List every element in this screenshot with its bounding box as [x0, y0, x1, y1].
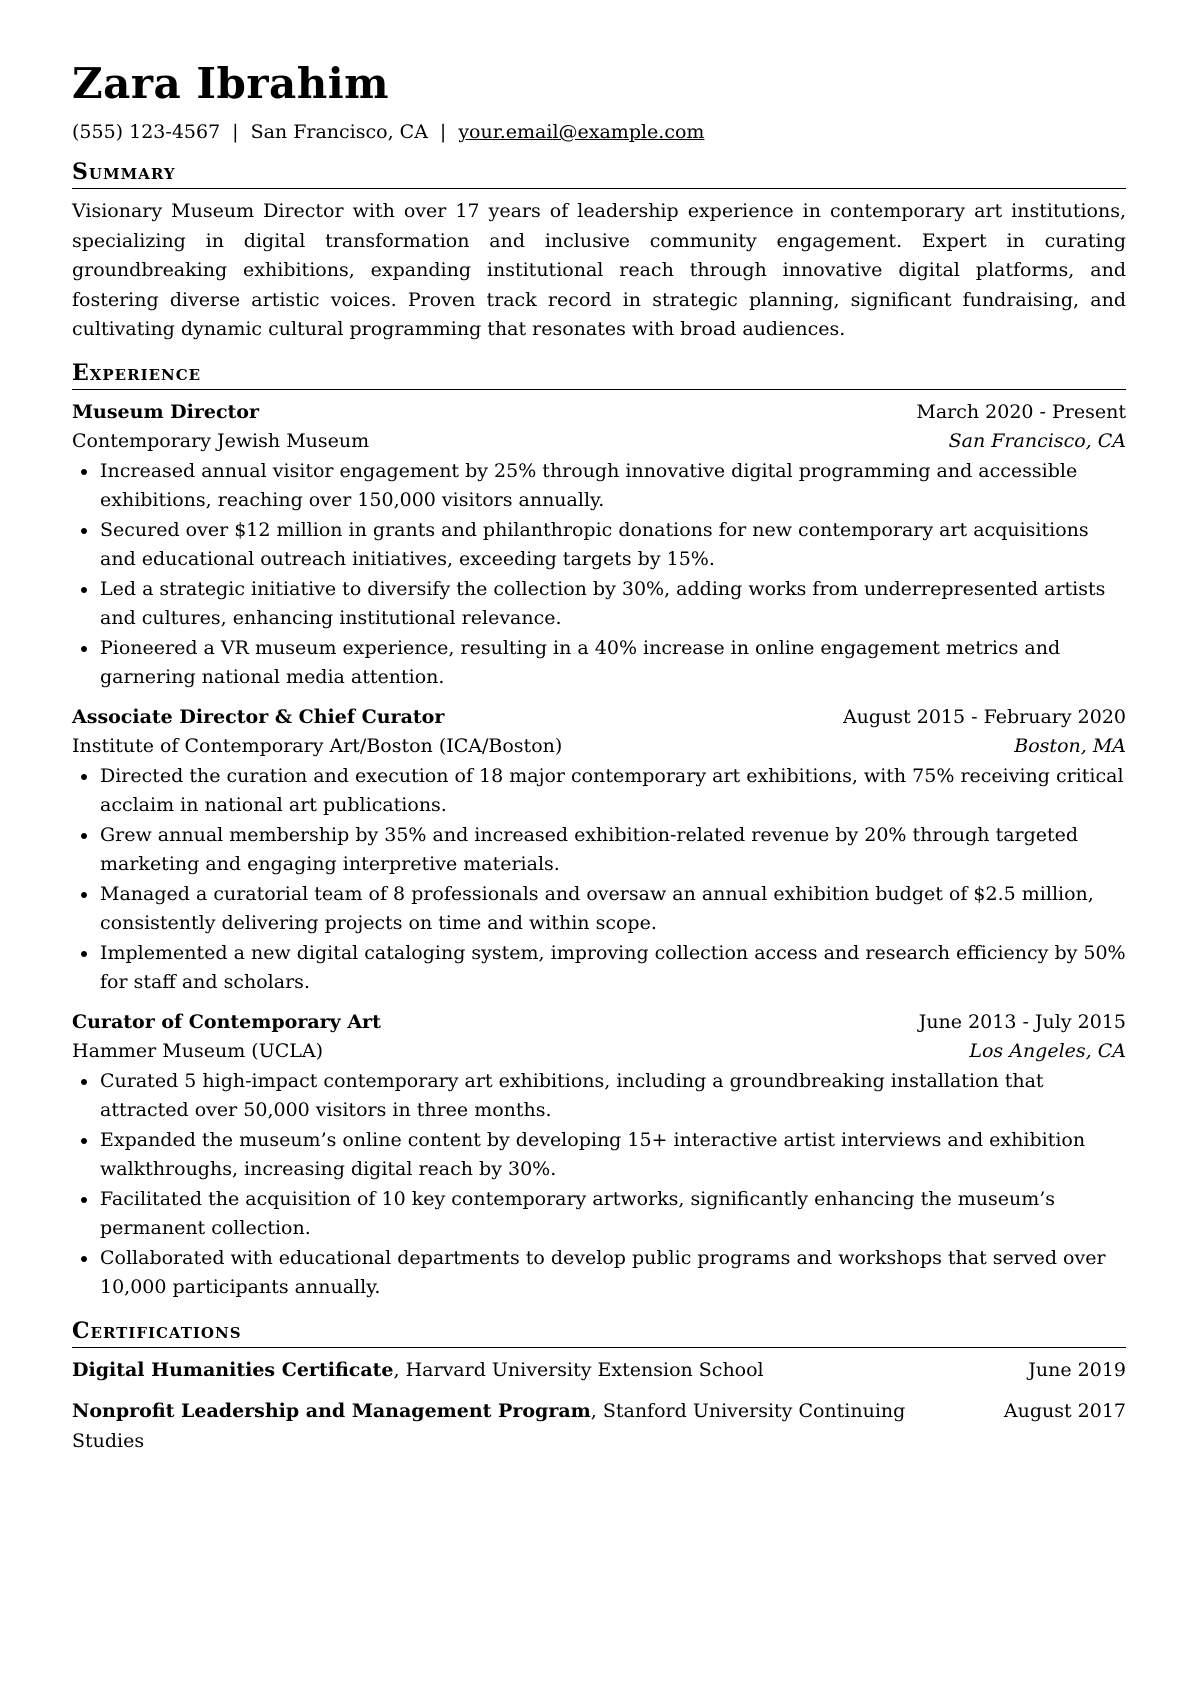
job-bullet: • Increased annual visitor engagement by 25% through innovative digital programming and accessible exhibitions, reaching over 150,000 visitors annually.	[99, 457, 1126, 516]
certifications-section	[72, 1317, 1126, 1457]
email-link[interactable]: your.email@example.com	[458, 121, 705, 143]
job-bullet: • Implemented a new digital cataloging system, improving collection access and research efficiency by 50% for staff and scholars.	[99, 939, 1126, 998]
job-bullet: • Secured over $12 million in grants and philanthropic donations for new contemporary art acquisitions and educational outreach initiatives, exceeding targets by 15%.	[99, 516, 1126, 575]
job-header-row	[72, 398, 1126, 428]
job-entry	[72, 398, 1126, 693]
job-bullet: • Collaborated with educational departments to develop public programs and workshops that served over 10,000 participants annually.	[99, 1244, 1126, 1303]
job-bullet-list	[72, 1067, 1126, 1303]
job-title: Museum Director	[72, 400, 259, 423]
job-header-row	[72, 1008, 1126, 1038]
job-dates: August 2015 - February 2020	[842, 705, 1126, 728]
section-title-summary: Summary	[72, 158, 1126, 189]
job-bullet: • Led a strategic initiative to diversify the collection by 30%, adding works from underrepresented artists and cultures, enhancing institutional relevance.	[99, 575, 1126, 634]
certification-name: Digital Humanities Certificate	[72, 1358, 394, 1381]
job-bullet: • Curated 5 high-impact contemporary art exhibitions, including a groundbreaking installation that attracted over 50,000 visitors in three months.	[99, 1067, 1126, 1126]
certification-issuer: Harvard University Extension School	[405, 1358, 764, 1381]
job-title: Curator of Contemporary Art	[72, 1010, 381, 1033]
job-org-row	[72, 1037, 1126, 1067]
section-title-experience: Experience	[72, 359, 1126, 390]
resume-page	[72, 56, 1126, 1468]
job-bullet-list	[72, 762, 1126, 998]
job-organization: Contemporary Jewish Museum	[72, 430, 370, 452]
certification-date: June 2019	[1028, 1358, 1126, 1381]
phone-number: (555) 123-4567	[72, 121, 221, 143]
summary-section	[72, 158, 1126, 345]
certifications-list	[72, 1356, 1126, 1457]
job-organization: Hammer Museum (UCLA)	[72, 1040, 323, 1062]
summary-text: Visionary Museum Director with over 17 years of leadership experience in contemporary art institutions, specializing in digital transformation and inclusive community engagement. Expert in curating groundbreaking exhibitions, expanding institutional reach through innovative digital platforms, and fostering diverse artistic voices. Proven track record in strategic planning, significant fundraising, and cultivating dynamic cultural programming that resonates with broad audiences.	[72, 200, 1126, 340]
job-location: Boston, MA	[1014, 735, 1126, 757]
experience-list	[72, 398, 1126, 1303]
job-bullet-list	[72, 457, 1126, 693]
job-bullet: • Directed the curation and execution of 18 major contemporary art exhibitions, with 75% receiving critical acclaim in national art publications.	[99, 762, 1126, 821]
certification-item: August 2017 Nonprofit Leadership and Management Program, Stanford University Continuing Studies	[72, 1397, 1126, 1456]
certification-item: June 2019 Digital Humanities Certificate, Harvard University Extension School	[72, 1356, 1126, 1386]
job-dates: June 2013 - July 2015	[918, 1010, 1126, 1033]
job-header-row	[72, 703, 1126, 733]
job-dates: March 2020 - Present	[916, 400, 1126, 423]
job-bullet: • Managed a curatorial team of 8 professionals and oversaw an annual exhibition budget of $2.5 million, consistently delivering projects on time and within scope.	[99, 880, 1126, 939]
candidate-name: Zara Ibrahim	[72, 59, 390, 108]
job-location: Los Angeles, CA	[969, 1040, 1126, 1062]
section-title-certifications: Certifications	[72, 1317, 1126, 1348]
contact-line	[72, 120, 1126, 144]
contact-separator: |	[232, 121, 239, 143]
job-entry	[72, 703, 1126, 998]
contact-separator: |	[439, 121, 447, 143]
certification-date: August 2017	[1003, 1400, 1126, 1422]
job-bullet: • Expanded the museum’s online content by developing 15+ interactive artist interviews and exhibition walkthroughs, increasing digital reach by 30%.	[99, 1126, 1126, 1185]
job-location: San Francisco, CA	[948, 430, 1126, 452]
experience-section	[72, 359, 1126, 1303]
job-organization: Institute of Contemporary Art/Boston (ICA/Boston)	[72, 735, 563, 757]
job-bullet: • Facilitated the acquisition of 10 key contemporary artworks, significantly enhancing the museum’s permanent collection.	[99, 1185, 1126, 1244]
certification-issuer: Stanford University Continuing Studies	[72, 1400, 906, 1452]
job-entry	[72, 1008, 1126, 1303]
certification-name: Nonprofit Leadership and Management Program	[72, 1400, 591, 1422]
job-title: Associate Director & Chief Curator	[72, 705, 445, 728]
job-org-row	[72, 732, 1126, 762]
job-bullet: • Grew annual membership by 35% and increased exhibition-related revenue by 20% through targeted marketing and engaging interpretive materials.	[99, 821, 1126, 880]
job-bullet: • Pioneered a VR museum experience, resulting in a 40% increase in online engagement metrics and garnering national media attention.	[99, 634, 1126, 693]
job-org-row	[72, 427, 1126, 457]
location-text: San Francisco, CA	[250, 121, 428, 143]
